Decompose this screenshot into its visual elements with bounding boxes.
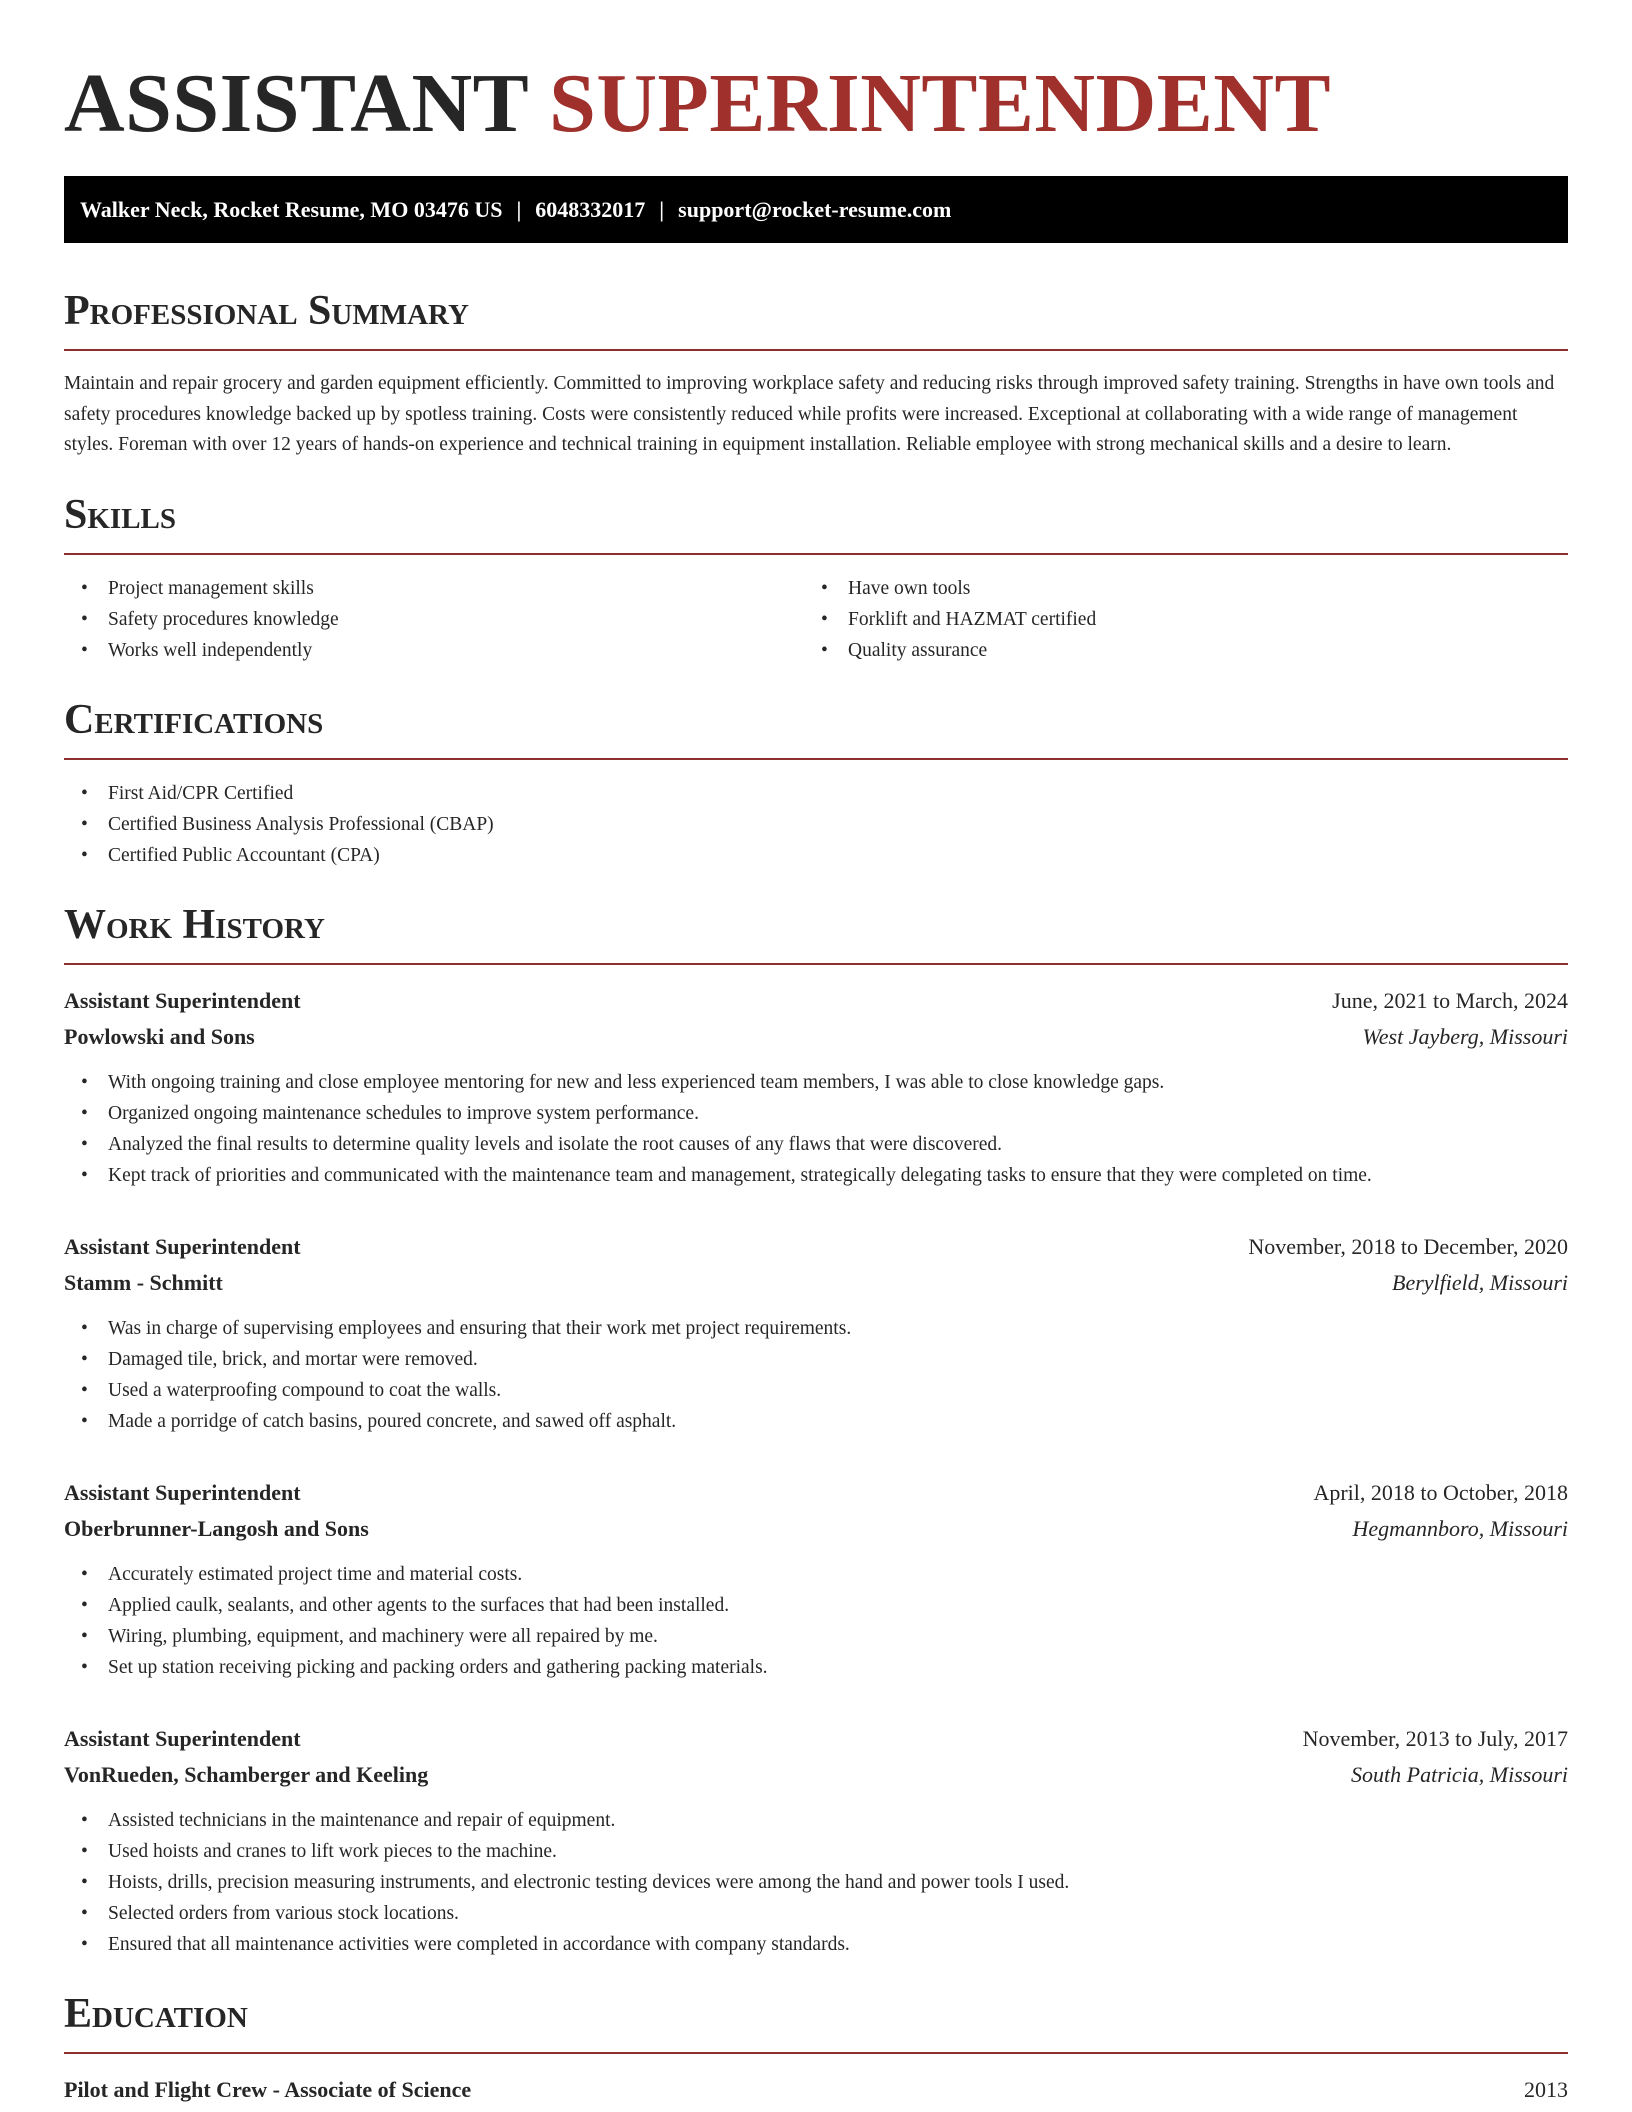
contact-separator: |: [659, 196, 665, 222]
job-duty: • Used a waterproofing compound to coat the walls.: [64, 1375, 1568, 1406]
job-location: West Jayberg, Missouri: [1362, 1023, 1568, 1049]
resume-title: [64, 57, 1568, 150]
job-duties: [64, 1805, 1568, 1960]
job-duty: • Ensured that all maintenance activities were completed in accordance with company standards.: [64, 1929, 1568, 1960]
job-title: Assistant Superintendent: [64, 1479, 301, 1505]
job-duties: [64, 1313, 1568, 1437]
job-duty: • Accurately estimated project time and material costs.: [64, 1559, 1568, 1590]
job-duty: • Applied caulk, sealants, and other agents to the surfaces that had been installed.: [64, 1590, 1568, 1621]
skills-section: [64, 491, 1568, 666]
skill-item: • Have own tools: [804, 573, 1544, 604]
summary-section: [64, 287, 1568, 461]
job-company: Powlowski and Sons: [64, 1023, 255, 1049]
job-entry: [64, 1229, 1568, 1437]
skills-heading: Skills: [64, 491, 1568, 555]
job-header-row: [64, 983, 1568, 1019]
job-duty: • Used hoists and cranes to lift work pieces to the machine.: [64, 1836, 1568, 1867]
skill-item: • Project management skills: [64, 573, 804, 604]
education-heading: Education: [64, 1990, 1568, 2054]
job-duty: • Analyzed the final results to determine quality levels and isolate the root causes of any flaws that were discovered.: [64, 1129, 1568, 1160]
skill-item: • Forklift and HAZMAT certified: [804, 604, 1544, 635]
certifications-section: [64, 696, 1568, 871]
title-second-word: SUPERINTENDENT: [549, 57, 1331, 150]
skills-list-right: [804, 573, 1544, 666]
job-entry: [64, 1475, 1568, 1683]
contact-bar: [64, 176, 1568, 243]
skill-item: • Safety procedures knowledge: [64, 604, 804, 635]
contact-email[interactable]: support@rocket-resume.com: [678, 196, 952, 222]
contact-address: Walker Neck, Rocket Resume, MO 03476 US: [80, 196, 503, 222]
job-company: VonRueden, Schamberger and Keeling: [64, 1761, 429, 1787]
contact-separator: |: [516, 196, 522, 222]
skills-list-left: [64, 573, 804, 666]
job-title: Assistant Superintendent: [64, 987, 301, 1013]
job-location: Berylfield, Missouri: [1392, 1269, 1568, 1295]
job-duties: [64, 1559, 1568, 1683]
job-duty: • Organized ongoing maintenance schedules to improve system performance.: [64, 1098, 1568, 1129]
job-dates: November, 2018 to December, 2020: [1248, 1233, 1568, 1259]
education-entry: [64, 2072, 1568, 2108]
job-title: Assistant Superintendent: [64, 1725, 301, 1751]
work-history-section: [64, 901, 1568, 1960]
education-year: 2013: [1524, 2076, 1568, 2102]
job-company: Stamm - Schmitt: [64, 1269, 223, 1295]
job-header-row: [64, 1475, 1568, 1511]
job-entry: [64, 1721, 1568, 1960]
skills-columns: [64, 555, 1568, 666]
education-degree: Pilot and Flight Crew - Associate of Science: [64, 2076, 472, 2102]
job-duty: • Selected orders from various stock locations.: [64, 1898, 1568, 1929]
certification-item: • Certified Business Analysis Professional (CBAP): [64, 809, 1568, 840]
certifications-heading: Certifications: [64, 696, 1568, 760]
skill-item: • Quality assurance: [804, 635, 1544, 666]
certifications-list: [64, 778, 1568, 871]
job-header-row: [64, 1721, 1568, 1757]
job-dates: April, 2018 to October, 2018: [1313, 1479, 1568, 1505]
certification-item: • Certified Public Accountant (CPA): [64, 840, 1568, 871]
skill-item: • Works well independently: [64, 635, 804, 666]
contact-phone[interactable]: 6048332017: [535, 196, 646, 222]
job-company-row: [64, 1265, 1568, 1301]
job-dates: June, 2021 to March, 2024: [1332, 987, 1568, 1013]
summary-heading: Professional Summary: [64, 287, 1568, 351]
job-dates: November, 2013 to July, 2017: [1302, 1725, 1568, 1751]
job-location: Hegmannboro, Missouri: [1352, 1515, 1568, 1541]
summary-text: Maintain and repair grocery and garden equipment efficiently. Committed to improving workplace safety and reducing risks through improved safety training. Strengths in have own tools and safety procedures knowledge backed up by spotless training. Costs were consistently reduced while profits were increased. Exceptional at collaborating with a wide range of management styles. Foreman with over 12 years of hands-on experience and technical training in equipment installation. Reliable employee with strong mechanical skills and a desire to learn.: [64, 373, 1555, 455]
job-duties: [64, 1067, 1568, 1191]
job-duty: • Wiring, plumbing, equipment, and machinery were all repaired by me.: [64, 1621, 1568, 1652]
job-location: South Patricia, Missouri: [1351, 1761, 1568, 1787]
job-entry: [64, 983, 1568, 1191]
work-history-heading: Work History: [64, 901, 1568, 965]
resume-page: [64, 0, 1568, 2108]
job-duty: • With ongoing training and close employee mentoring for new and less experienced team members, I was able to close knowledge gaps.: [64, 1067, 1568, 1098]
job-company-row: [64, 1757, 1568, 1793]
title-first-word: ASSISTANT: [64, 57, 528, 150]
job-title: Assistant Superintendent: [64, 1233, 301, 1259]
certification-item: • First Aid/CPR Certified: [64, 778, 1568, 809]
job-duty: • Assisted technicians in the maintenance and repair of equipment.: [64, 1805, 1568, 1836]
job-header-row: [64, 1229, 1568, 1265]
job-duty: • Damaged tile, brick, and mortar were removed.: [64, 1344, 1568, 1375]
education-section: [64, 1990, 1568, 2108]
job-duty: • Hoists, drills, precision measuring instruments, and electronic testing devices were among the hand and power tools I used.: [64, 1867, 1568, 1898]
job-company-row: [64, 1019, 1568, 1055]
job-duty: • Kept track of priorities and communicated with the maintenance team and management, strategically delegating tasks to ensure that they were completed on time.: [64, 1160, 1568, 1191]
job-duty: • Was in charge of supervising employees and ensuring that their work met project requirements.: [64, 1313, 1568, 1344]
job-company-row: [64, 1511, 1568, 1547]
job-duty: • Set up station receiving picking and packing orders and gathering packing materials.: [64, 1652, 1568, 1683]
job-duty: • Made a porridge of catch basins, poured concrete, and sawed off asphalt.: [64, 1406, 1568, 1437]
job-company: Oberbrunner-Langosh and Sons: [64, 1515, 369, 1541]
